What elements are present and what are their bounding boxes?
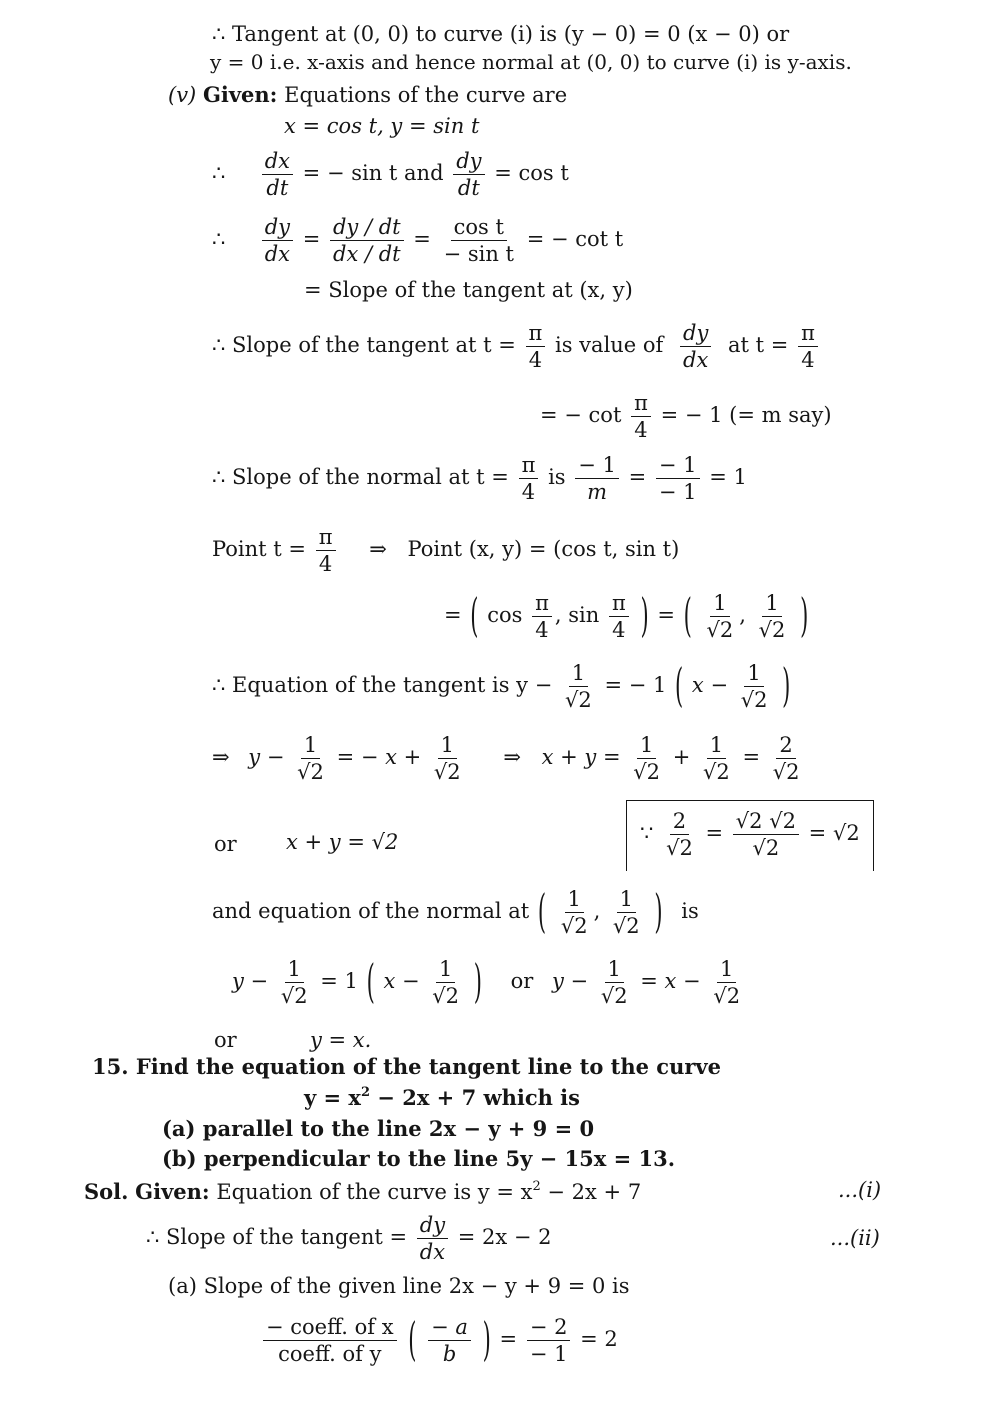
point-row: Point t = $\frac{\pi}{4}$ ⇒ Point (x, y) = (cos t, sin t) (212, 525, 680, 577)
solution-part-a: (a) Slope of the given line 2x − y + 9 = 0 is (168, 1274, 630, 1298)
question-number: 15. (92, 1054, 129, 1079)
dx-dt-fraction: $\frac{dx}{dt}$ (262, 150, 293, 199)
therefore-symbol: ∴ (212, 161, 226, 186)
question-15-part-b: (b) perpendicular to the line 5y − 15x = 13. (162, 1146, 676, 1171)
part-v-label: (v) (168, 83, 197, 107)
minus-sin-t-and: = − sin t and (302, 161, 444, 186)
tangent-simplify-row: ⇒ y − $\frac{1}{√2}$ = − x + $\frac{1}{√2}$ ⇒ x + y = $\frac{1}{√2}$ + $\frac{1}{√2}$ = $\frac{2}{√2}$ (212, 733, 800, 785)
solution-given-row: Sol. Given: Equation of the curve is $y = x^2 - 2x + 7$ (84, 1179, 642, 1204)
tangent-line-statement: ∴ Tangent at (0, 0) to curve (i) is (y − 0) = 0 (x − 0) or (212, 22, 790, 46)
slope-at-pi-over-4-row: ∴ Slope of the tangent at t = $\frac{\pi}{4}$ is value of $\frac{dy}{dx}$ at t = $\frac{\pi}{4}$ (212, 322, 821, 371)
dy-dx-fraction: $\frac{dy}{dx}$ (262, 216, 293, 265)
neg-cot-row: = − cot $\frac{\pi}{4}$ = − 1 (= m say) (540, 391, 832, 443)
sol-label: Sol. (84, 1179, 129, 1204)
tangent-result: x + y = √2 (286, 830, 399, 854)
dydx-row: ∴ $\frac{dy}{dx}$ = $\frac{dy / dt}{dx / dt}$ = $\frac{\text{cos t}}{\text{− sin t}}$ = − cot t (212, 215, 624, 267)
question-15: 15. Find the equation of the tangent line to the curve (92, 1054, 721, 1079)
slope-tangent-xy: = Slope of the tangent at (x, y) (304, 278, 633, 302)
normal-result: y = x. (310, 1028, 372, 1052)
cos-over-neg-sin: $\frac{\text{cos t}}{\text{− sin t}}$ (443, 215, 514, 267)
point-value-row: = ( cos $\frac{\pi}{4}$ , sin $\frac{\pi}{4}$ ) = ( $\frac{1}{√2}$ , $\frac{1}{√2}$ ) (444, 589, 809, 643)
normal-equation-heading: and equation of the normal at ( $\frac{1}{√2}$ , $\frac{1}{√2}$ ) is (212, 885, 699, 939)
equals-cos-t: = cos t (494, 161, 569, 186)
because-row: ∵ $\frac{2}{√2}$ = $\frac{√2 √2}{√2}$ = √2 (640, 809, 860, 861)
question-15-curve: $y = x^2 - 2x + 7$ which is (304, 1085, 580, 1110)
derivatives-row (212, 150, 569, 199)
question-15-part-a: (a) parallel to the line 2x − y + 9 = 0 (162, 1116, 595, 1141)
equation-tag-i: ...(i) (838, 1178, 882, 1202)
given-text: Equations of the curve are (284, 83, 568, 107)
dydt-over-dxdt: $\frac{dy / dt}{dx / dt}$ (330, 216, 404, 265)
slope-normal-row: ∴ Slope of the normal at t = $\frac{\pi}{4}$ is $\frac{- 1}{m}$ = $\frac{- 1}{- 1}$ = 1 (212, 453, 747, 505)
part-v-heading (168, 84, 567, 106)
normal-equation-row: y − $\frac{1}{√2}$ = 1 ( x − $\frac{1}{√2}$ ) or y − $\frac{1}{√2}$ = x − $\frac{1}{√2}$ (232, 955, 741, 1009)
given-label: Given: (202, 82, 278, 107)
dy-dt-fraction: $\frac{dy}{dt}$ (453, 150, 484, 199)
equation-tag-ii: ...(ii) (830, 1226, 880, 1250)
slope-tangent-row: ∴ Slope of the tangent = $\frac{dy}{dx}$ = 2x − 2 (146, 1213, 552, 1265)
or-label-2: or (214, 1028, 237, 1052)
normal-line-statement: y = 0 i.e. x-axis and hence normal at (0, 0) to curve (i) is y-axis. (210, 50, 852, 74)
tangent-equation-row: ∴ Equation of the tangent is y − $\frac{1}{√2}$ = − 1 ( x − $\frac{1}{√2}$ ) (212, 659, 791, 713)
parametric-equations: x = cos t, y = sin t (284, 114, 480, 138)
coeff-row: $\frac{\text{− coeff. of x}}{\text{coeff. of y}}$ ( $\frac{- a}{b}$ ) = $\frac{- 2}{- 1}$ = 2 (260, 1316, 618, 1365)
or-label: or (214, 832, 237, 856)
